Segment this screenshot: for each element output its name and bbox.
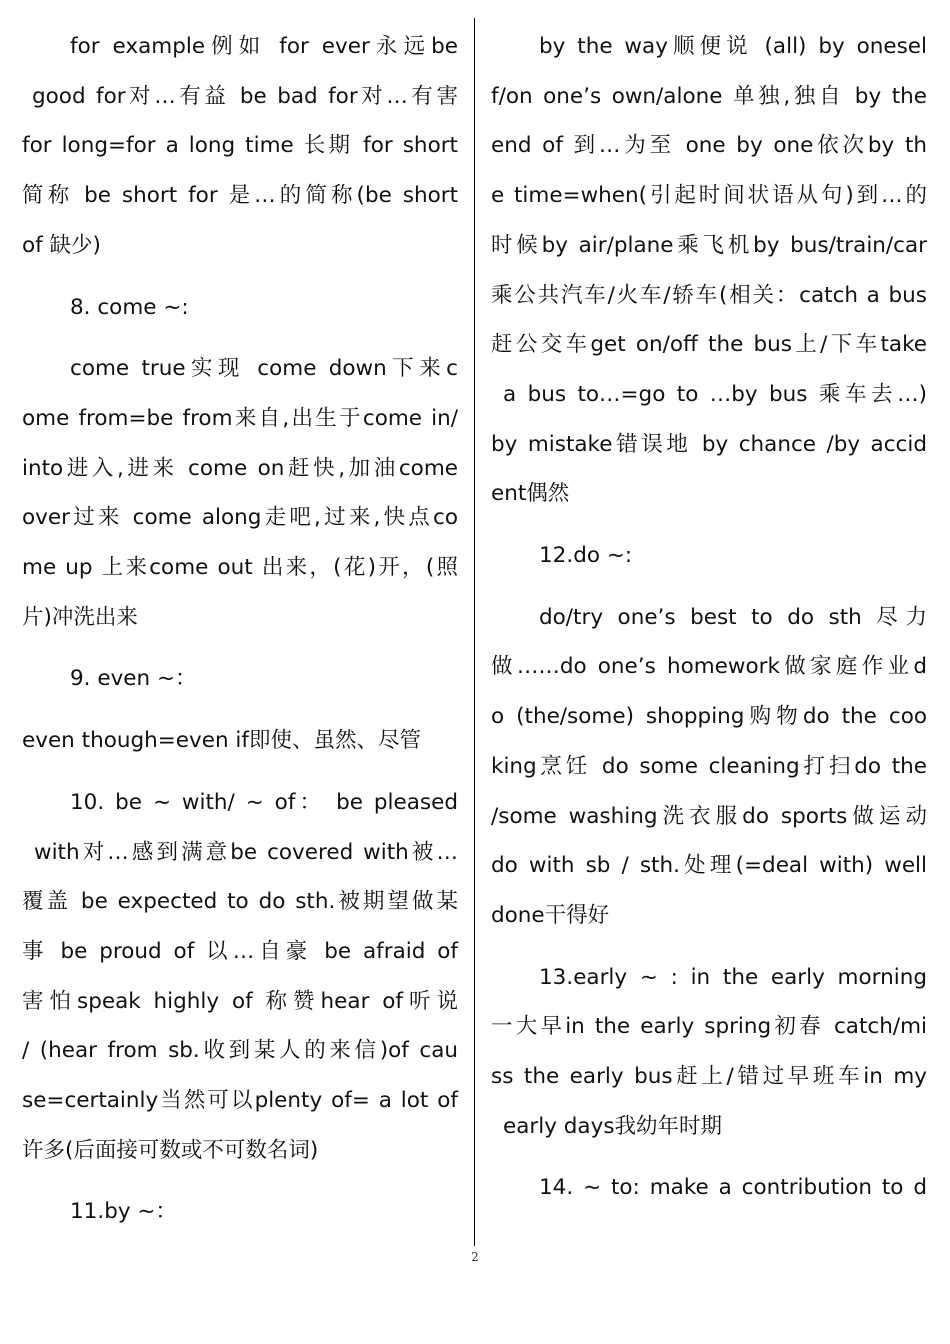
text-line: for example例如 for ever永远be [70,34,458,59]
text-line: 10. be ~ with/ ~ of： be pleased [70,789,458,815]
text-line: 简称 be short for 是…的简称(be short [22,183,458,209]
text-line: /some washing洗衣服do sports做运动 [491,803,927,829]
text-line: ome from=be from来自,出生于come in/ [22,405,458,431]
text-line: e time=when(引起时间状语从句)到…的 [491,183,927,209]
text-line: do/try one’s best to do sth 尽力 [539,604,927,630]
text-line: f/on one’s own/alone 单独,独自 by the [491,83,927,109]
text-line: 害怕speak highly of 称赞hear of听说 [22,988,458,1014]
text-line: 片)冲洗出来 [22,604,138,630]
text-line: for long=for a long time 长期 for short [22,133,458,159]
text-line: of 缺少) [22,232,101,258]
text-line: a bus to…=go to …by bus 乘车去…) [503,381,927,407]
section-heading: 8. come ~: [70,294,189,320]
text-line: 一大早in the early spring初春 catch/mi [491,1014,927,1040]
text-line: 14. ~ to: make a contribution to d [539,1175,927,1201]
left-column [22,22,458,1249]
text-line: 13.early ~ : in the early morning [539,964,927,990]
column-divider [474,18,475,1246]
text-line: 许多(后面接可数或不可数名词) [22,1137,319,1163]
text-line: end of 到…为至 one by one依次by th [491,133,927,159]
text-line: done干得好 [491,902,610,928]
text-line: 做……do one’s homework做家庭作业d [491,654,927,680]
right-column [491,22,927,1213]
text-line: with对…感到满意be covered with被… [34,839,458,865]
text-line: king烹饪 do some cleaning打扫do the [491,753,927,779]
text-line: even though=even if即使、虽然、尽管 [22,728,421,754]
text-line: 时候by air/plane乘飞机by bus/train/car [491,232,927,258]
section-heading: 9. even ~： [70,666,197,692]
text-line: by mistake错误地 by chance /by accid [491,431,927,457]
text-line: 事 be proud of 以…自豪 be afraid of [22,938,458,964]
text-line: 乘公共汽车/火车/轿车(相关：catch a bus [491,282,927,308]
text-line: ent偶然 [491,481,570,507]
text-line: over过来 come along走吧,过来,快点co [22,505,458,531]
text-line: come true实现 come down下来c [70,356,458,382]
text-line: 覆盖 be expected to do sth.被期望做某 [22,889,458,915]
text-line: ss the early bus赶上/错过早班车in my [491,1064,927,1090]
page-number: 2 [471,1250,479,1264]
text-line: good for对…有益 be bad for对…有害 [32,83,458,109]
text-line: early days我幼年时期 [503,1113,723,1139]
text-line: into进入,进来 come on赶快,加油come [22,455,458,481]
text-line: 赶公交车get on/off the bus上/下车take [491,332,927,358]
text-line: se=certainly当然可以plenty of= a lot of [22,1088,458,1114]
text-line: / (hear from sb.收到某人的来信)of cau [22,1038,458,1064]
section-heading: 12.do ~: [539,543,633,569]
text-line: by the way顺便说 (all) by onesel [539,34,927,59]
text-line: do with sb / sth.处理(=deal with) well [491,853,927,879]
text-line: me up 上来come out 出来，(花)开，(照 [22,555,458,581]
section-heading: 11.by ~： [70,1199,177,1225]
text-line: o (the/some) shopping购物do the coo [491,704,927,730]
